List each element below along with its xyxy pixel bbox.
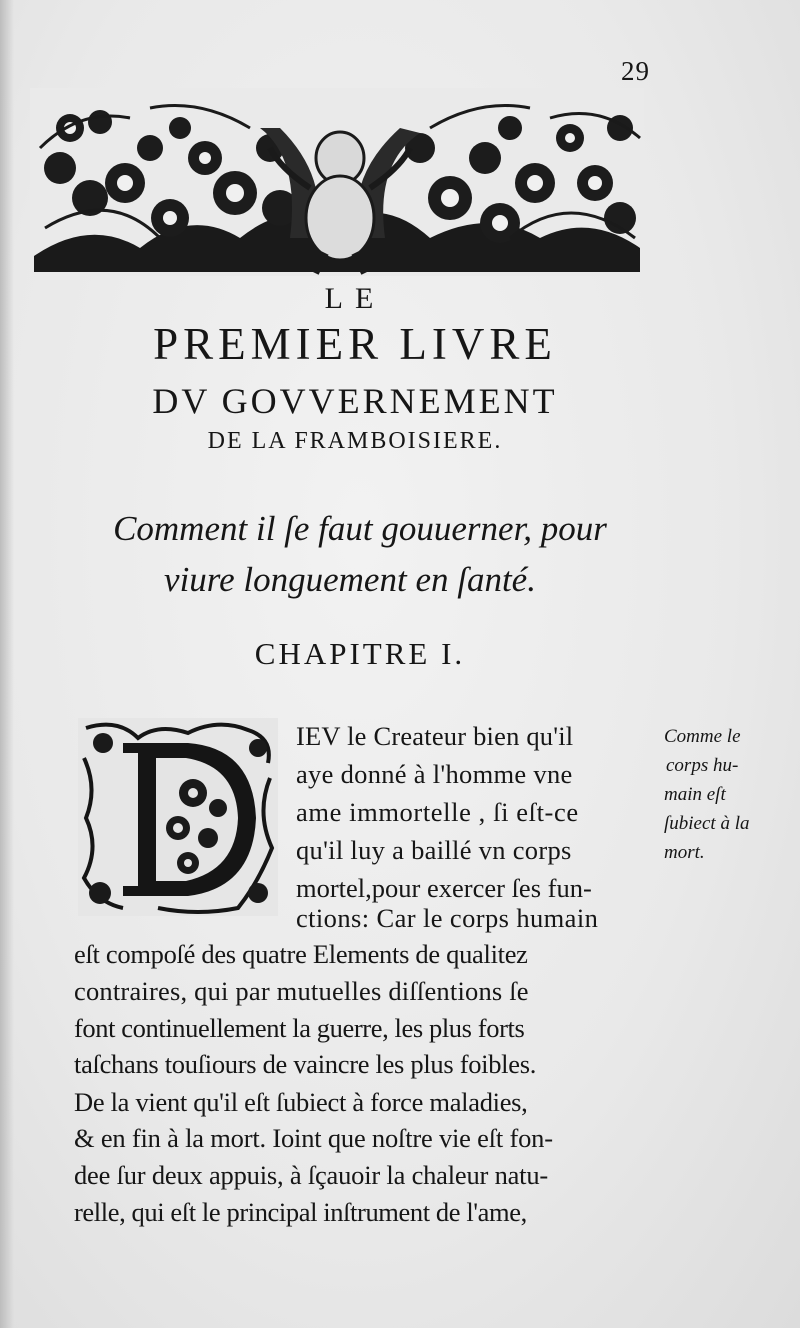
margin-note-line-3: main eſt xyxy=(664,784,726,805)
margin-note-line-2: corps hu- xyxy=(666,755,739,776)
text-line-6: ctions: Car le corps humain xyxy=(296,903,599,933)
page-gutter-shadow xyxy=(0,0,14,1328)
margin-note-line-5: mort. xyxy=(664,842,705,863)
subtitle-line-1: Comment il ſe faut gouuerner, pour xyxy=(113,509,607,548)
text-line-12: & en fin à la mort. Ioint que noſtre vie eſt fon- xyxy=(74,1123,553,1153)
text-line-2: aye donné à l'homme vne xyxy=(296,759,573,789)
text-line-7: eſt compoſé des quatre Elements de qualitez xyxy=(74,939,528,969)
text-line-8: contraires, qui par mutuelles diſſentions ſe xyxy=(74,976,529,1006)
margin-note-line-4: ſubiect à la xyxy=(664,813,750,834)
page-number: 29 xyxy=(621,56,650,86)
heading-line-le: LE xyxy=(324,282,386,315)
text-line-11: De la vient qu'il eſt ſubiect à force maladies, xyxy=(74,1087,528,1117)
heading-line-gouvernement: DV GOVVERNEMENT xyxy=(152,381,558,421)
text-line-14: relle, qui eſt le principal inſtrument de l'ame, xyxy=(74,1197,527,1227)
text-line-13: dee ſur deux appuis, à ſçauoir la chaleur natu- xyxy=(74,1160,549,1190)
decorated-initial-d-icon xyxy=(78,718,278,916)
text-line-10: taſchans touſiours de vaincre les plus foibles. xyxy=(74,1049,537,1079)
chapter-heading: CHAPITRE I. xyxy=(254,636,466,671)
floral-headpiece-ornament xyxy=(30,88,644,276)
text-line-9: font continuellement la guerre, les plus forts xyxy=(74,1013,525,1043)
subtitle-line-2: viure longuement en ſanté. xyxy=(164,560,536,599)
text-line-4: qu'il luy a baillé vn corps xyxy=(296,835,572,865)
heading-line-author: DE LA FRAMBOISIERE. xyxy=(207,428,503,454)
heading-line-premier-livre: PREMIER LIVRE xyxy=(153,319,557,369)
text-line-5: mortel,pour exercer ſes fun- xyxy=(296,873,592,903)
margin-note xyxy=(664,722,789,867)
text-line-3: ame immortelle , ſi eſt-ce xyxy=(296,797,579,827)
text-line-1: IEV le Createur bien qu'il xyxy=(296,721,574,751)
margin-note-line-1: Comme le xyxy=(664,726,741,747)
